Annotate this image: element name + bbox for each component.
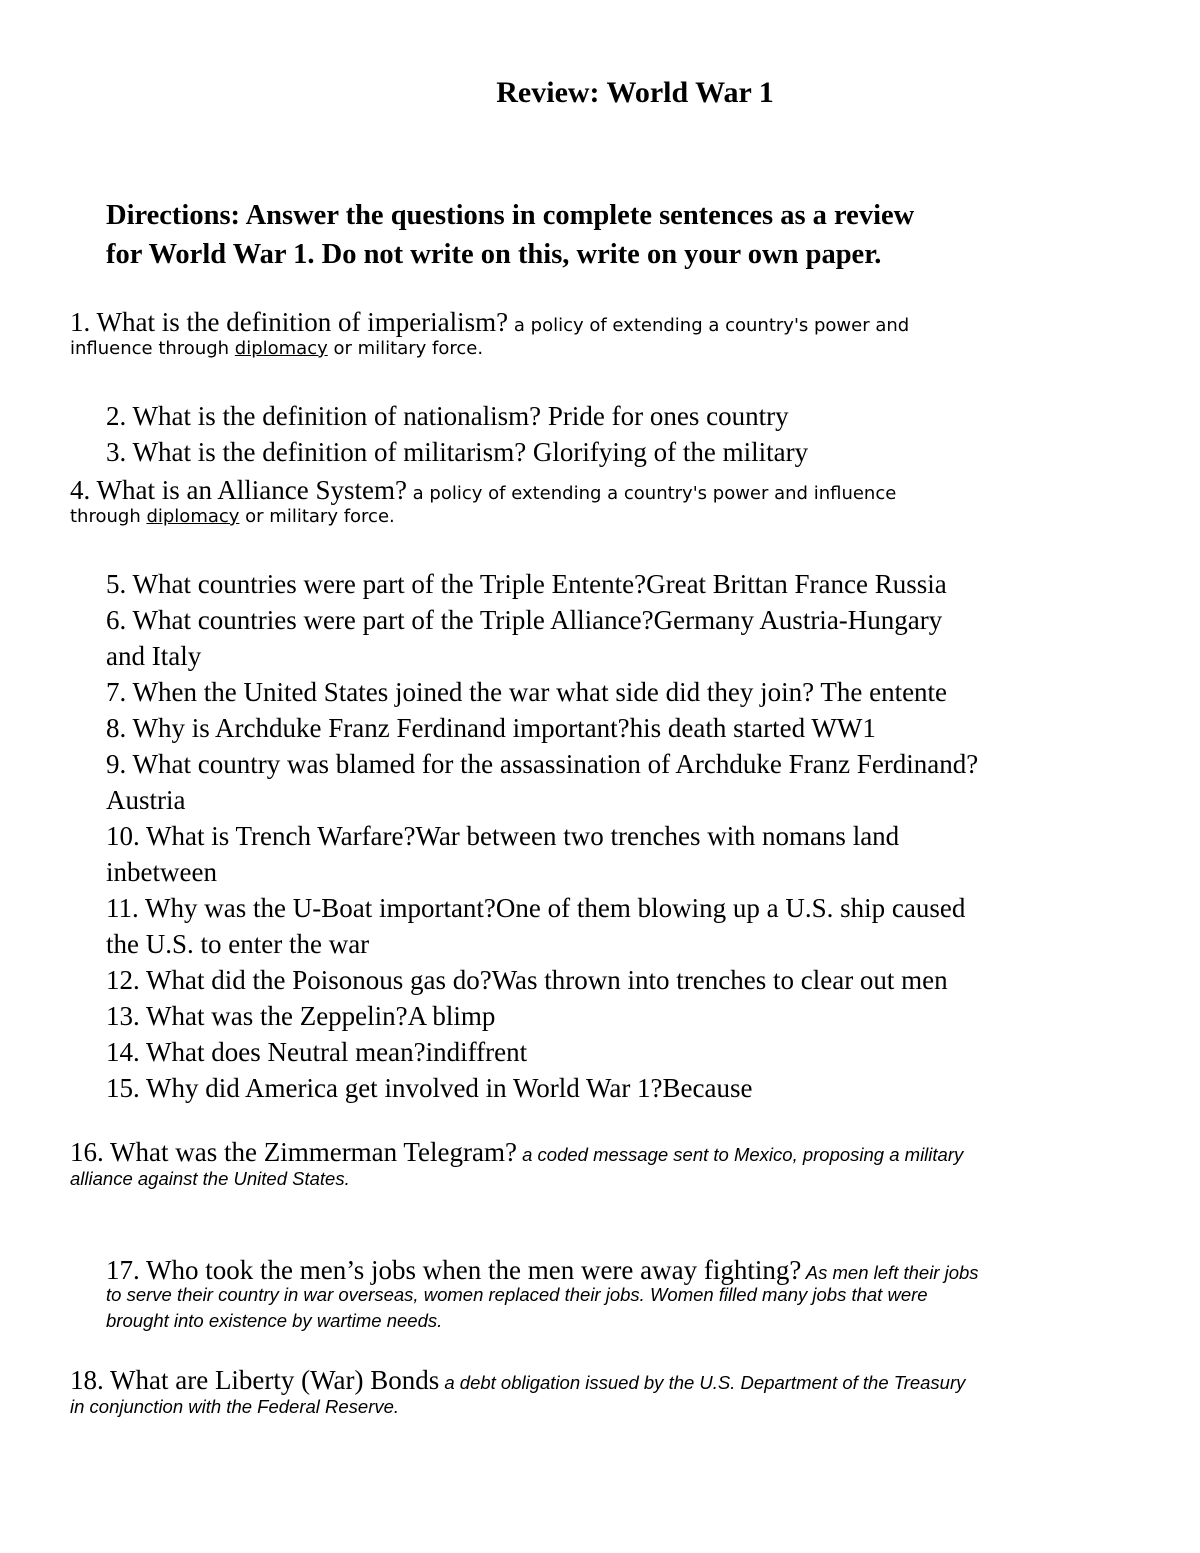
diplomacy-link[interactable]: diplomacy [234, 338, 328, 359]
question-9 [106, 746, 1136, 818]
answer-text: or military force. [327, 338, 484, 359]
answer-text: As men left their jobs [801, 1262, 979, 1283]
question-3: 3. What is the definition of militarism? Glorifying of the military [106, 437, 809, 467]
question-text: Austria [106, 785, 186, 815]
answer-text: a policy of extending a country's power and influence [406, 483, 897, 504]
question-text: 10. What is Trench Warfare?War between two trenches with nomans land [106, 821, 900, 851]
question-10 [106, 818, 1136, 890]
question-6 [106, 602, 1136, 674]
answer-text: alliance against the United States. [70, 1168, 350, 1189]
answer-text: a coded message sent to Mexico, proposing a military [516, 1144, 964, 1165]
question-2: 2. What is the definition of nationalism? Pride for ones country [106, 401, 789, 431]
question-7: 7. When the United States joined the war what side did they join? The entente [106, 677, 948, 707]
answer-text: brought into existence by wartime needs. [106, 1310, 443, 1331]
question-8: 8. Why is Archduke Franz Ferdinand important?his death started WW1 [106, 713, 876, 743]
answer-text: through [70, 506, 147, 527]
question-text: 1. What is the definition of imperialism? [70, 307, 509, 337]
question-14: 14. What does Neutral mean?indiffrent [106, 1037, 528, 1067]
directions-line: Directions: Answer the questions in complete sentences as a review [106, 200, 915, 231]
question-text: 6. What countries were part of the Triple Alliance?Germany Austria-Hungary [106, 605, 943, 635]
question-11 [106, 890, 1136, 962]
answer-text: or military force. [239, 506, 395, 527]
answer-text: in conjunction with the Federal Reserve. [70, 1396, 400, 1417]
question-13: 13. What was the Zeppelin?A blimp [106, 1001, 496, 1031]
question-18 [70, 1362, 1130, 1420]
answer-text: a debt obligation issued by the U.S. Department of the Treasury [439, 1372, 966, 1393]
question-12: 12. What did the Poisonous gas do?Was thrown into trenches to clear out men [106, 965, 948, 995]
question-text: and Italy [106, 641, 202, 671]
question-15: 15. Why did America get involved in World War 1?Because [106, 1073, 753, 1103]
diplomacy-link[interactable]: diplomacy [146, 506, 240, 527]
question-text: 11. Why was the U-Boat important?One of them blowing up a U.S. ship caused [106, 893, 966, 923]
answer-text: to serve their country in war overseas, women replaced their jobs. Women filled many jobs that were [106, 1284, 928, 1305]
directions-line: for World War 1. Do not write on this, write on your own paper. [106, 239, 882, 270]
question-text: 17. Who took the men’s jobs when the men were away fighting? [106, 1255, 802, 1285]
question-text: 18. What are Liberty (War) Bonds [70, 1365, 440, 1395]
question-text: 9. What country was blamed for the assassination of Archduke Franz Ferdinand? [106, 749, 979, 779]
answer-text: influence through [70, 338, 235, 359]
question-5: 5. What countries were part of the Triple Entente?Great Brittan France Russia [106, 569, 947, 599]
question-text: 4. What is an Alliance System? [70, 475, 407, 505]
question-1 [70, 304, 1130, 362]
question-text: the U.S. to enter the war [106, 929, 370, 959]
directions [106, 196, 1146, 274]
answer-text: a policy of extending a country's power and [508, 315, 910, 336]
page-title: Review: World War 1 [496, 76, 774, 109]
question-16 [70, 1134, 1130, 1192]
question-17 [106, 1252, 1136, 1334]
question-text: inbetween [106, 857, 217, 887]
question-text: 16. What was the Zimmerman Telegram? [70, 1137, 517, 1167]
question-4 [70, 472, 1130, 530]
